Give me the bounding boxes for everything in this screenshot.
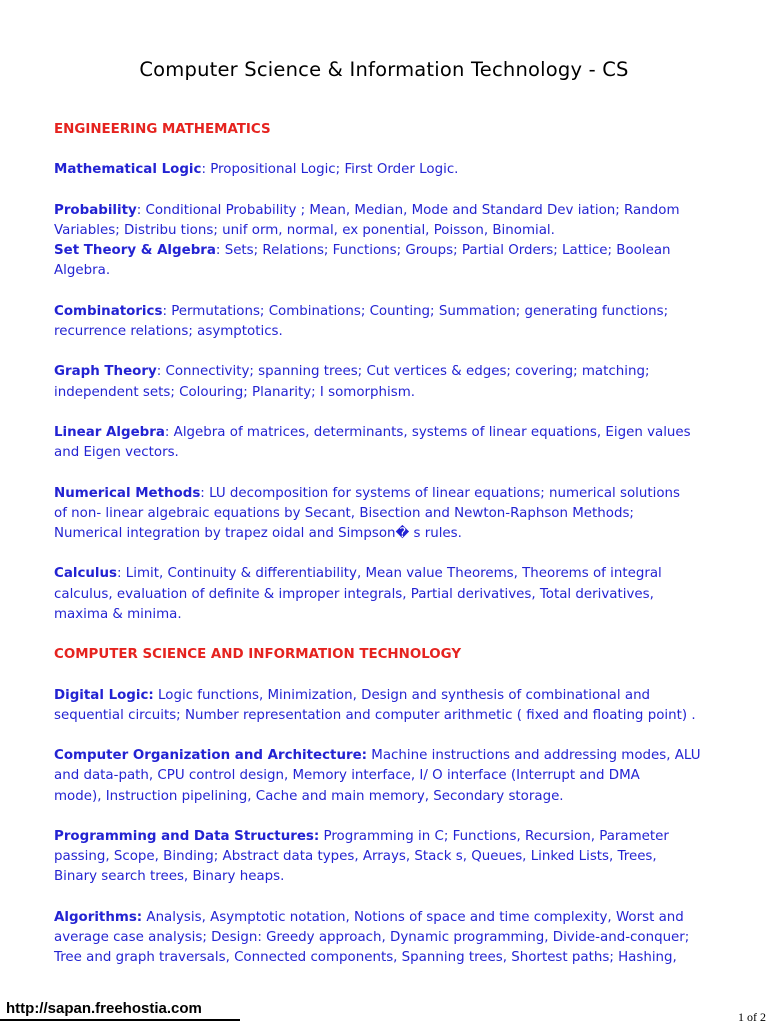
topic-probability xyxy=(54,201,734,241)
topic-text: maxima & minima. xyxy=(54,606,182,622)
page-number: 1 of 2 xyxy=(738,1010,766,1024)
topic-text: and Eigen vectors. xyxy=(54,445,179,461)
topic-numerical-methods xyxy=(54,484,734,545)
section-heading-engineering-mathematics: ENGINEERING MATHEMATICS xyxy=(54,122,271,137)
topic-text: : Connectivity; spanning trees; Cut vertices & edges; covering; matching; xyxy=(156,364,650,380)
topic-text: recurrence relations; asymptotics. xyxy=(54,323,283,339)
topic-text: mode), Instruction pipelining, Cache and main memory, Secondary storage. xyxy=(54,788,564,804)
topic-combinatorics xyxy=(54,302,734,342)
topic-text: passing, Scope, Binding; Abstract data types, Arrays, Stack s, Queues, Linked Lists, Trees, xyxy=(54,849,657,865)
document-title: Computer Science & Information Technology - CS xyxy=(139,58,629,81)
topic-term: Digital Logic: xyxy=(54,687,154,703)
topic-linear-algebra xyxy=(54,423,734,463)
topic-graph-theory xyxy=(54,362,734,402)
topic-text: average case analysis; Design: Greedy approach, Dynamic programming, Divide-and-conquer; xyxy=(54,929,690,945)
topic-term: Mathematical Logic xyxy=(54,162,202,178)
topic-term: Combinatorics xyxy=(54,303,163,319)
topic-term: Programming and Data Structures: xyxy=(54,828,320,844)
topic-text: Algebra. xyxy=(54,263,111,279)
topic-term: Computer Organization and Architecture: xyxy=(54,748,368,764)
topic-programming-data-structures xyxy=(54,827,734,888)
topic-text: Variables; Distribu tions; unif orm, normal, ex ponential, Poisson, Binomial. xyxy=(54,222,555,238)
topic-text: and data-path, CPU control design, Memory interface, I/ O interface (Interrupt and DMA xyxy=(54,768,640,784)
topic-text: : Algebra of matrices, determinants, systems of linear equations, Eigen values xyxy=(164,424,691,440)
topic-term: Numerical Methods xyxy=(54,485,201,501)
topic-term: Linear Algebra xyxy=(54,424,165,440)
topic-text: : LU decomposition for systems of linear equations; numerical solutions xyxy=(200,485,681,501)
topic-term: Calculus xyxy=(54,566,118,582)
topic-text: : Propositional Logic; First Order Logic. xyxy=(201,162,459,178)
topic-computer-organization xyxy=(54,746,734,807)
topic-calculus xyxy=(54,564,734,625)
topic-text: : Permutations; Combinations; Counting; Summation; generating functions; xyxy=(162,303,669,319)
topic-algorithms xyxy=(54,908,734,969)
topic-text: Analysis, Asymptotic notation, Notions of space and time complexity, Worst and xyxy=(142,909,684,925)
topic-text: Numerical integration by trapez oidal and Simpson� s rules. xyxy=(54,525,462,541)
topic-text: of non- linear algebraic equations by Secant, Bisection and Newton-Raphson Methods; xyxy=(54,505,634,521)
syllabus-content xyxy=(54,120,734,968)
topic-text: calculus, evaluation of definite & improper integrals, Partial derivatives, Total derivatives, xyxy=(54,586,654,602)
topic-text: Logic functions, Minimization, Design and synthesis of combinational and xyxy=(153,687,651,703)
topic-text: : Conditional Probability ; Mean, Median, Mode and Standard Dev iation; Random xyxy=(136,202,680,218)
topic-text: independent sets; Colouring; Planarity; I somorphism. xyxy=(54,384,415,400)
footer-website-link[interactable]: http://sapan.freehostia.com xyxy=(6,1000,202,1017)
topic-term: Algorithms: xyxy=(54,909,143,925)
topic-term: Set Theory & Algebra xyxy=(54,243,216,259)
topic-text: : Limit, Continuity & differentiability, Mean value Theorems, Theorems of integral xyxy=(117,566,662,582)
topic-text: Binary search trees, Binary heaps. xyxy=(54,869,285,885)
topic-text: Tree and graph traversals, Connected components, Spanning trees, Shortest paths; Hashing, xyxy=(54,950,677,966)
topic-mathematical-logic xyxy=(54,160,734,180)
topic-term: Probability xyxy=(54,202,137,218)
topic-digital-logic xyxy=(54,686,734,726)
section-heading-cs-it: COMPUTER SCIENCE AND INFORMATION TECHNOLOGY xyxy=(54,647,462,663)
topic-term: Graph Theory xyxy=(54,364,157,380)
topic-text: : Sets; Relations; Functions; Groups; Partial Orders; Lattice; Boolean xyxy=(215,243,671,259)
topic-text: Machine instructions and addressing modes, ALU xyxy=(367,748,701,764)
footer-divider xyxy=(0,1019,240,1021)
topic-text: sequential circuits; Number representation and computer arithmetic ( fixed and floating point) . xyxy=(54,707,696,723)
topic-set-theory-algebra xyxy=(54,241,734,281)
topic-text: Programming in C; Functions, Recursion, Parameter xyxy=(319,828,669,844)
